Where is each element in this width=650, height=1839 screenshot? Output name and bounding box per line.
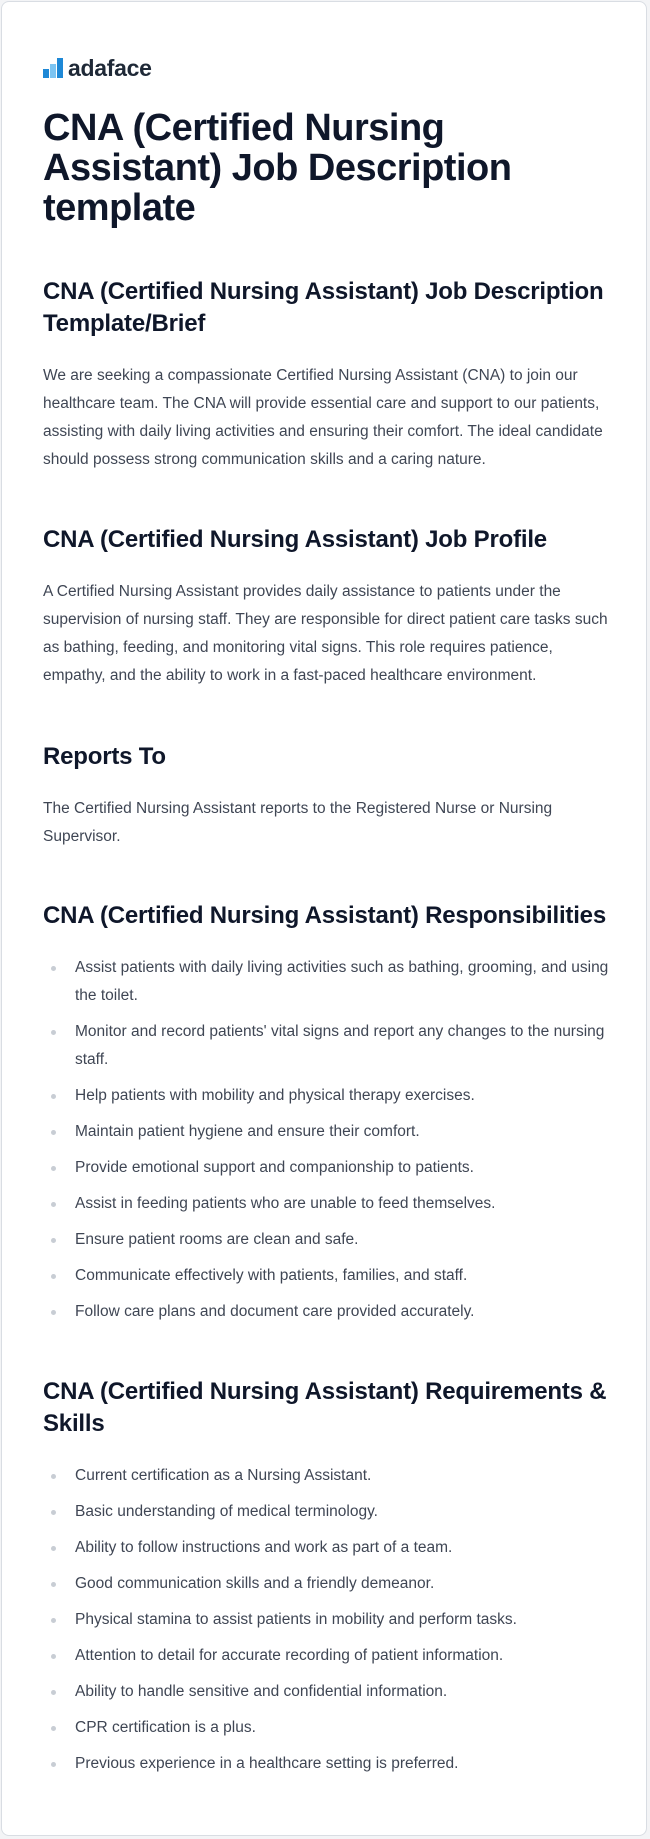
list-item [43, 1534, 613, 1562]
bullet-icon [51, 1166, 56, 1171]
bullet-icon [51, 1310, 56, 1315]
list-item [43, 1606, 613, 1634]
bullet-icon [51, 1130, 56, 1135]
responsibilities-list [43, 954, 613, 1326]
bullet-icon [51, 1582, 56, 1587]
section-heading: CNA (Certified Nursing Assistant) Job Description Template/Brief [43, 278, 604, 337]
list-item [43, 1226, 613, 1254]
list-item [43, 1082, 613, 1110]
list-item-text: Physical stamina to assist patients in mobility and perform tasks. [75, 1611, 517, 1628]
bullet-icon [51, 1202, 56, 1207]
bullet-icon [51, 1238, 56, 1243]
adaface-logo-icon [43, 58, 63, 78]
section-paragraph: The Certified Nursing Assistant reports to the Registered Nurse or Nursing Supervisor. [43, 800, 553, 845]
brand-logo[interactable] [43, 54, 152, 82]
brand-name: adaface [68, 54, 152, 81]
list-item-text: Assist patients with daily living activities such as bathing, grooming, and using the toilet. [75, 959, 609, 1004]
list-item-text: Basic understanding of medical terminology. [75, 1503, 378, 1520]
section-reports-to [43, 741, 613, 851]
list-item [43, 1714, 613, 1742]
bullet-icon [51, 1474, 56, 1479]
section-paragraph: A Certified Nursing Assistant provides daily assistance to patients under the supervision of nursing staff. They are responsible for direct patient care tasks such as bathing, feeding, and monitoring vital signs. This role requires patience, empathy, and the ability to work in a fast-paced healthcare environment. [43, 583, 608, 684]
list-item-text: Ensure patient rooms are clean and safe. [75, 1231, 359, 1248]
list-item-text: Current certification as a Nursing Assistant. [75, 1467, 372, 1484]
list-item [43, 1462, 613, 1490]
list-item [43, 1570, 613, 1598]
bullet-icon [51, 1654, 56, 1659]
bullet-icon [51, 1726, 56, 1731]
bullet-icon [51, 966, 56, 971]
list-item [43, 1678, 613, 1706]
list-item [43, 1750, 613, 1778]
section-heading: CNA (Certified Nursing Assistant) Responsibilities [43, 902, 606, 929]
list-item [43, 1018, 613, 1074]
bullet-icon [51, 1510, 56, 1515]
section-job-profile [43, 524, 613, 690]
list-item [43, 1154, 613, 1182]
section-template-brief [43, 276, 613, 474]
bullet-icon [51, 1618, 56, 1623]
bullet-icon [51, 1546, 56, 1551]
list-item-text: Good communication skills and a friendly demeanor. [75, 1575, 435, 1592]
list-item [43, 1190, 613, 1218]
list-item-text: Previous experience in a healthcare setting is preferred. [75, 1755, 459, 1772]
section-heading: Reports To [43, 743, 166, 770]
list-item [43, 1642, 613, 1670]
list-item-text: Follow care plans and document care provided accurately. [75, 1303, 475, 1320]
list-item [43, 1118, 613, 1146]
list-item-text: Communicate effectively with patients, families, and staff. [75, 1267, 468, 1284]
section-requirements-skills [43, 1376, 613, 1786]
section-heading: CNA (Certified Nursing Assistant) Job Profile [43, 526, 547, 553]
list-item [43, 1498, 613, 1526]
list-item-text: Maintain patient hygiene and ensure their comfort. [75, 1123, 420, 1140]
section-responsibilities [43, 900, 613, 1334]
bullet-icon [51, 1094, 56, 1099]
list-item-text: Assist in feeding patients who are unable to feed themselves. [75, 1195, 496, 1212]
list-item [43, 954, 613, 1010]
list-item-text: Monitor and record patients' vital signs and report any changes to the nursing staff. [75, 1023, 605, 1068]
requirements-list [43, 1462, 613, 1778]
list-item [43, 1262, 613, 1290]
section-paragraph: We are seeking a compassionate Certified Nursing Assistant (CNA) to join our healthcare team. The CNA will provide essential care and support to our patients, assisting with daily living activities and ensuring their comfort. The ideal candidate should possess strong communication skills and a caring nature. [43, 367, 603, 468]
list-item-text: Help patients with mobility and physical therapy exercises. [75, 1087, 475, 1104]
list-item-text: Ability to handle sensitive and confidential information. [75, 1683, 448, 1700]
bullet-icon [51, 1762, 56, 1767]
section-heading: CNA (Certified Nursing Assistant) Requirements & Skills [43, 1378, 607, 1437]
bullet-icon [51, 1690, 56, 1695]
page-title: CNA (Certified Nursing Assistant) Job Description template [43, 107, 512, 229]
list-item-text: Provide emotional support and companionship to patients. [75, 1159, 474, 1176]
list-item-text: CPR certification is a plus. [75, 1719, 256, 1736]
list-item [43, 1298, 613, 1326]
list-item-text: Attention to detail for accurate recording of patient information. [75, 1647, 504, 1664]
list-item-text: Ability to follow instructions and work as part of a team. [75, 1539, 453, 1556]
bullet-icon [51, 1274, 56, 1279]
bullet-icon [51, 1030, 56, 1035]
document-card [1, 1, 647, 1836]
